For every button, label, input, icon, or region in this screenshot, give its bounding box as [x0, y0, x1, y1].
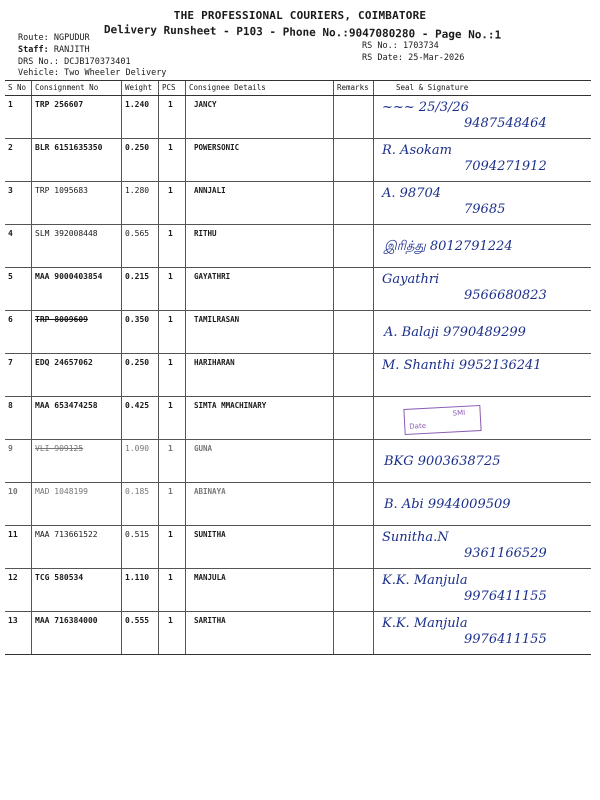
table-row: [5, 526, 591, 569]
rs-date-value: 25-Mar-2026: [408, 53, 465, 63]
row-remarks: [334, 268, 374, 310]
company-title: THE PROFESSIONAL COURIERS, COIMBATORE: [173, 9, 427, 22]
row-remarks: [334, 182, 374, 224]
row-sno: 12: [5, 569, 32, 611]
row-consignment: TCG 580534: [32, 569, 122, 611]
row-consignee: POWERSONIC: [186, 139, 334, 181]
handwritten-phone: A. Balaji 9790489299: [384, 325, 526, 340]
row-sno: 4: [5, 225, 32, 267]
row-pcs: 1: [159, 483, 186, 525]
row-pcs: 1: [159, 612, 186, 654]
drs-label: DRS No.:: [18, 57, 59, 67]
table-body: [5, 96, 591, 655]
staff-label: Staff:: [18, 45, 49, 55]
row-consignee: SIMTA MMACHINARY: [186, 397, 334, 439]
row-consignment: EDQ 24657062: [32, 354, 122, 396]
row-seal-signature: [374, 225, 591, 267]
row-weight: 0.185: [122, 483, 159, 525]
delivery-stamp: [403, 405, 481, 435]
row-consignee: MANJULA: [186, 569, 334, 611]
col-consignment: Consignment No: [32, 81, 122, 95]
row-seal-signature: [374, 311, 591, 353]
vehicle-line: [18, 68, 166, 78]
row-consignee: RITHU: [186, 225, 334, 267]
row-remarks: [334, 440, 374, 482]
vehicle-label: Vehicle:: [18, 68, 59, 78]
route-label: Route:: [18, 33, 49, 43]
handwritten-phone: 9361166529: [464, 546, 547, 561]
row-remarks: [334, 225, 374, 267]
row-consignment: MAA 9000403854: [32, 268, 122, 310]
table-row: [5, 96, 591, 139]
table-row: [5, 311, 591, 354]
row-sno: 13: [5, 612, 32, 654]
row-sno: 2: [5, 139, 32, 181]
row-consignment: MAA 716384000: [32, 612, 122, 654]
handwritten-signature: R. Asokam: [382, 143, 452, 158]
row-weight: 1.280: [122, 182, 159, 224]
table-row: [5, 397, 591, 440]
row-remarks: [334, 526, 374, 568]
runsheet-subtitle: Delivery Runsheet - P103 - Phone No.:9047080280 - Page No.:1: [103, 23, 502, 42]
handwritten-phone: 79685: [464, 202, 506, 217]
row-sno: 9: [5, 440, 32, 482]
table-row: [5, 225, 591, 268]
handwritten-signature: Sunitha.N: [382, 530, 449, 545]
handwritten-phone: 9566680823: [464, 288, 547, 303]
row-sno: 6: [5, 311, 32, 353]
table-row: [5, 182, 591, 225]
row-pcs: 1: [159, 569, 186, 611]
row-seal-signature: [374, 397, 591, 439]
row-pcs: 1: [159, 268, 186, 310]
handwritten-phone: 7094271912: [464, 159, 547, 174]
row-sno: 1: [5, 96, 32, 138]
table-row: [5, 268, 591, 311]
table-row: [5, 440, 591, 483]
handwritten-phone: B. Abi 9944009509: [384, 497, 511, 512]
row-remarks: [334, 311, 374, 353]
row-seal-signature: [374, 440, 591, 482]
stamp-text: SMI: [452, 408, 466, 418]
row-consignment: MAD 1048199: [32, 483, 122, 525]
row-seal-signature: [374, 483, 591, 525]
row-seal-signature: [374, 569, 591, 611]
drs-value: DCJB170373401: [64, 57, 131, 67]
row-consignment: MAA 713661522: [32, 526, 122, 568]
vehicle-value: Two Wheeler Delivery: [64, 68, 167, 78]
row-consignment: VLI 909125: [32, 440, 122, 482]
row-seal-signature: [374, 612, 591, 654]
row-pcs: 1: [159, 182, 186, 224]
handwritten-phone: 9976411155: [464, 589, 547, 604]
route-line: [18, 33, 90, 43]
row-consignment: TRP 8009609: [32, 311, 122, 353]
row-weight: 1.090: [122, 440, 159, 482]
handwritten-signature: K.K. Manjula: [382, 616, 468, 631]
handwritten-signature: Gayathri: [382, 272, 440, 287]
row-seal-signature: [374, 182, 591, 224]
row-weight: 1.240: [122, 96, 159, 138]
row-sno: 5: [5, 268, 32, 310]
staff-line: [18, 45, 90, 55]
row-pcs: 1: [159, 526, 186, 568]
col-weight: Weight: [122, 81, 159, 95]
row-remarks: [334, 483, 374, 525]
row-consignee: JANCY: [186, 96, 334, 138]
table-row: [5, 612, 591, 655]
row-sno: 7: [5, 354, 32, 396]
handwritten-phone: BKG 9003638725: [384, 454, 501, 469]
row-seal-signature: [374, 526, 591, 568]
row-weight: 1.110: [122, 569, 159, 611]
row-sno: 8: [5, 397, 32, 439]
row-pcs: 1: [159, 96, 186, 138]
row-consignee: SUNITHA: [186, 526, 334, 568]
handwritten-signature: A. 98704: [382, 186, 442, 201]
row-weight: 0.555: [122, 612, 159, 654]
row-seal-signature: [374, 268, 591, 310]
table-header: [5, 81, 591, 96]
col-remarks: Remarks: [334, 81, 374, 95]
handwritten-phone: 9976411155: [464, 632, 547, 647]
row-seal-signature: [374, 96, 591, 138]
col-consignee: Consignee Details: [186, 81, 334, 95]
handwritten-signature: ~~~ 25/3/26: [382, 100, 469, 115]
table-row: [5, 569, 591, 612]
table-row: [5, 139, 591, 182]
row-weight: 0.565: [122, 225, 159, 267]
col-pcs: PCS: [159, 81, 186, 95]
row-consignee: TAMILRASAN: [186, 311, 334, 353]
row-weight: 0.425: [122, 397, 159, 439]
row-remarks: [334, 354, 374, 396]
row-seal-signature: [374, 354, 591, 396]
rs-no-value: 1703734: [402, 41, 439, 51]
row-consignee: SARITHA: [186, 612, 334, 654]
row-seal-signature: [374, 139, 591, 181]
row-consignment: SLM 392008448: [32, 225, 122, 267]
row-consignee: HARIHARAN: [186, 354, 334, 396]
row-remarks: [334, 96, 374, 138]
row-consignment: BLR 6151635350: [32, 139, 122, 181]
route-value: NGPUDUR: [53, 33, 90, 43]
row-sno: 10: [5, 483, 32, 525]
table-row: [5, 483, 591, 526]
row-consignee: ANNJALI: [186, 182, 334, 224]
row-pcs: 1: [159, 397, 186, 439]
row-pcs: 1: [159, 354, 186, 396]
row-sno: 11: [5, 526, 32, 568]
col-sno: S No: [5, 81, 32, 95]
row-consignment: MAA 653474258: [32, 397, 122, 439]
handwritten-phone: 9487548464: [464, 116, 547, 131]
col-seal-signature: Seal & Signature: [396, 83, 469, 92]
row-consignee: ABINAYA: [186, 483, 334, 525]
drs-line: [18, 57, 131, 67]
row-weight: 0.350: [122, 311, 159, 353]
rs-no-line: [362, 41, 439, 51]
row-pcs: 1: [159, 139, 186, 181]
row-weight: 0.250: [122, 139, 159, 181]
rs-no-label: RS No.:: [362, 41, 398, 51]
row-sno: 3: [5, 182, 32, 224]
table-row: [5, 354, 591, 397]
row-consignee: GUNA: [186, 440, 334, 482]
row-remarks: [334, 139, 374, 181]
staff-value: RANJITH: [53, 45, 90, 55]
rs-date-label: RS Date:: [362, 53, 403, 63]
row-remarks: [334, 569, 374, 611]
row-remarks: [334, 397, 374, 439]
row-weight: 0.515: [122, 526, 159, 568]
row-weight: 0.250: [122, 354, 159, 396]
row-pcs: 1: [159, 311, 186, 353]
row-consignee: GAYATHRI: [186, 268, 334, 310]
row-remarks: [334, 612, 374, 654]
row-consignment: TRP 1095683: [32, 182, 122, 224]
handwritten-phone: இரித்து 8012791224: [384, 239, 513, 254]
row-pcs: 1: [159, 440, 186, 482]
delivery-table: [5, 80, 591, 655]
row-consignment: TRP 256607: [32, 96, 122, 138]
stamp-date-label: Date: [409, 421, 427, 431]
row-weight: 0.215: [122, 268, 159, 310]
handwritten-signature: K.K. Manjula: [382, 573, 468, 588]
row-pcs: 1: [159, 225, 186, 267]
handwritten-signature: M. Shanthi 9952136241: [382, 358, 542, 373]
rs-date-line: [362, 53, 464, 63]
